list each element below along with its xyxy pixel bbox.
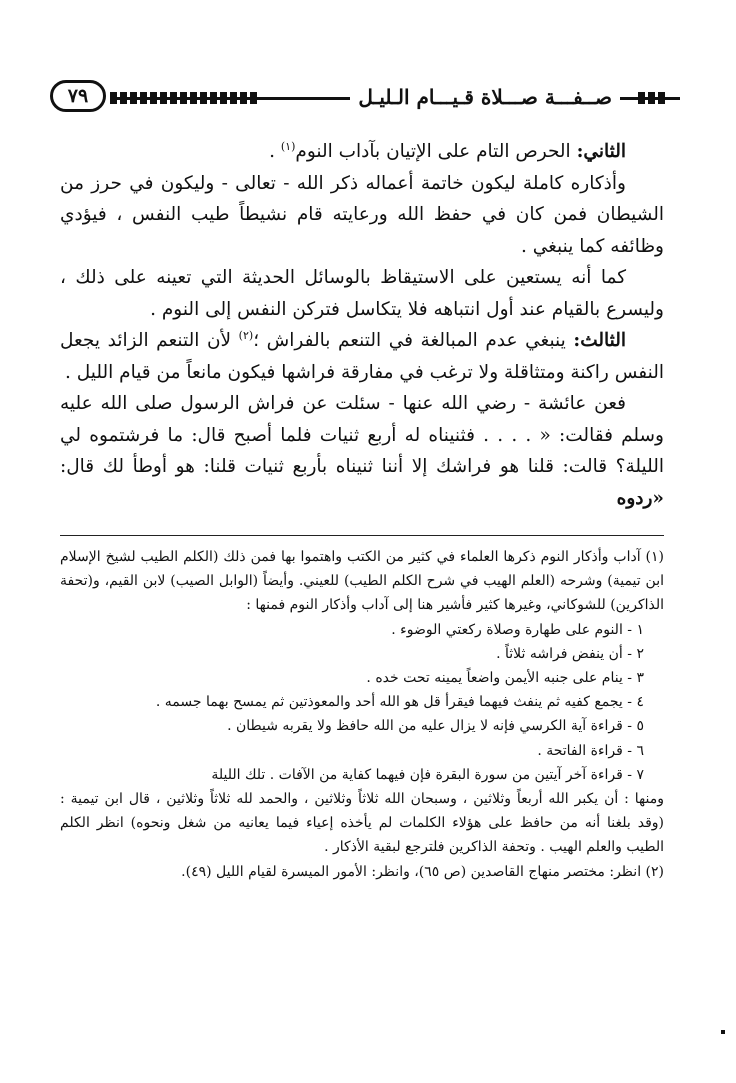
paragraph: كما أنه يستعين على الاستيقاظ بالوسائل الحديثة التي تعينه على ذلك ، وليسرع بالقيام عند أول انتباهه فلا يتكاسل فتركن النفس إلى النوم . — [60, 267, 664, 320]
footnote-2: (٢) انظر: مختصر منهاج القاصدين (ص ٦٥)، وانظر: الأمور الميسرة لقيام الليل (٤٩). — [181, 863, 664, 880]
paragraph-second-point — [60, 136, 664, 168]
list-item: ٥ - قراءة آية الكرسي فإنه لا يزال عليه من الله حافظ ولا يقربه شيطان . — [227, 718, 644, 735]
running-title: صــفـــة صـــلاة قـيـــام الـليـل — [350, 82, 620, 112]
list-item: ٧ - قراءة آخر آيتين من سورة البقرة فإن فيهما كفاية من الآفات . تلك الليلة — [211, 766, 644, 783]
paragraph-text: الحرص التام على الإتيان بآداب النوم — [295, 141, 577, 162]
list-item: ١ - النوم على طهارة وصلاة ركعتي الوضوء . — [391, 621, 644, 638]
paragraph-text: لأن التنعم الزائد يجعل النفس راكنة ومتثاقلة ولا ترغب في مفارقة فراشها فيكون مانعاً من قيام الليل . — [60, 330, 664, 383]
header-rule-ornament — [638, 92, 668, 104]
list-item: ٣ - ينام على جنبه الأيمن واضعاً يمينه تحت خده . — [366, 670, 644, 687]
paragraph: وأذكاره كاملة ليكون خاتمة أعماله ذكر الله - تعالى - وليكون في حرز من الشيطان فمن كان في حفظ الله ورعايته قام نشيطاً طيب النفس ، فيؤدي وظائفه كما ينبغي . — [60, 172, 664, 257]
header-rule-ornament — [110, 92, 260, 104]
paragraph-text: فعن عائشة - رضي الله عنها - سئلت عن فراش الرسول صلى الله عليه وسلم فقالت: « . . . . فثنيناه له أربع ثنيات فلما أصبح قال: ما فرشتموه لي الليلة؟ قالت: قلنا هو فراشك إلا أننا ثنيناه بأربع ثنيات قلنا: هو أوطأ لك قال: — [60, 393, 664, 477]
footnote-divider — [60, 535, 664, 536]
footnote-list — [60, 618, 664, 787]
paragraph-hadith — [60, 388, 664, 514]
list-item: ٦ - قراءة الفاتحة . — [537, 742, 644, 759]
footnote-ref: (٢) — [238, 328, 254, 342]
main-text — [60, 136, 664, 514]
paragraph-text: ينبغي عدم المبالغة في التنعم بالفراش ؛ — [253, 330, 574, 351]
point-label: الثالث: — [573, 330, 626, 351]
footnote-ref: (١) — [280, 139, 296, 153]
list-item: ٤ - يجمع كفيه ثم ينفث فيهما فيقرأ قل هو الله أحد والمعوذتين ثم يمسح بهما جسمه . — [155, 694, 644, 711]
footnotes — [60, 545, 664, 884]
list-item: ٢ - أن ينفض فراشه ثلاثاً . — [496, 645, 644, 662]
paragraph-third-point — [60, 325, 664, 388]
scan-mark — [721, 1030, 725, 1034]
paragraph-text: . — [269, 141, 281, 162]
hadith-quote: «ردوه — [616, 487, 664, 509]
point-label: الثاني: — [576, 141, 626, 162]
footnote-1-tail: ومنها : أن يكبر الله أربعاً وثلاثين ، وسبحان الله ثلاثاً وثلاثين ، والحمد لله ثلاثاً وثلاثين ، قال ابن تيمية : (وقد بلغنا أنه من حافظ على هؤلاء الكلمات لم يأخذه إعياء فيما يعانيه من شغل ونحوه) انظر الكلم الطيب والعلم الهيب . وتحفة الذاكرين فلترجع لبقية الأذكار . — [60, 791, 664, 856]
footnote-1: (١) آداب وأذكار النوم ذكرها العلماء في كثير من الكتب واهتموا بها فمن ذلك (الكلم الطيب لشيخ الإسلام ابن تيمية) وشرحه (العلم الهيب في شرح الكلم الطيب) للعيني. وأيضاً (الوابل الصيب) لابن القيم، و(تحفة الذاكرين) للشوكاني، وغيرها كثير فأشير هنا إلى آداب وأذكار النوم فمنها : — [60, 549, 664, 614]
page-header — [50, 80, 680, 116]
page-number: ٧٩ — [50, 80, 106, 112]
